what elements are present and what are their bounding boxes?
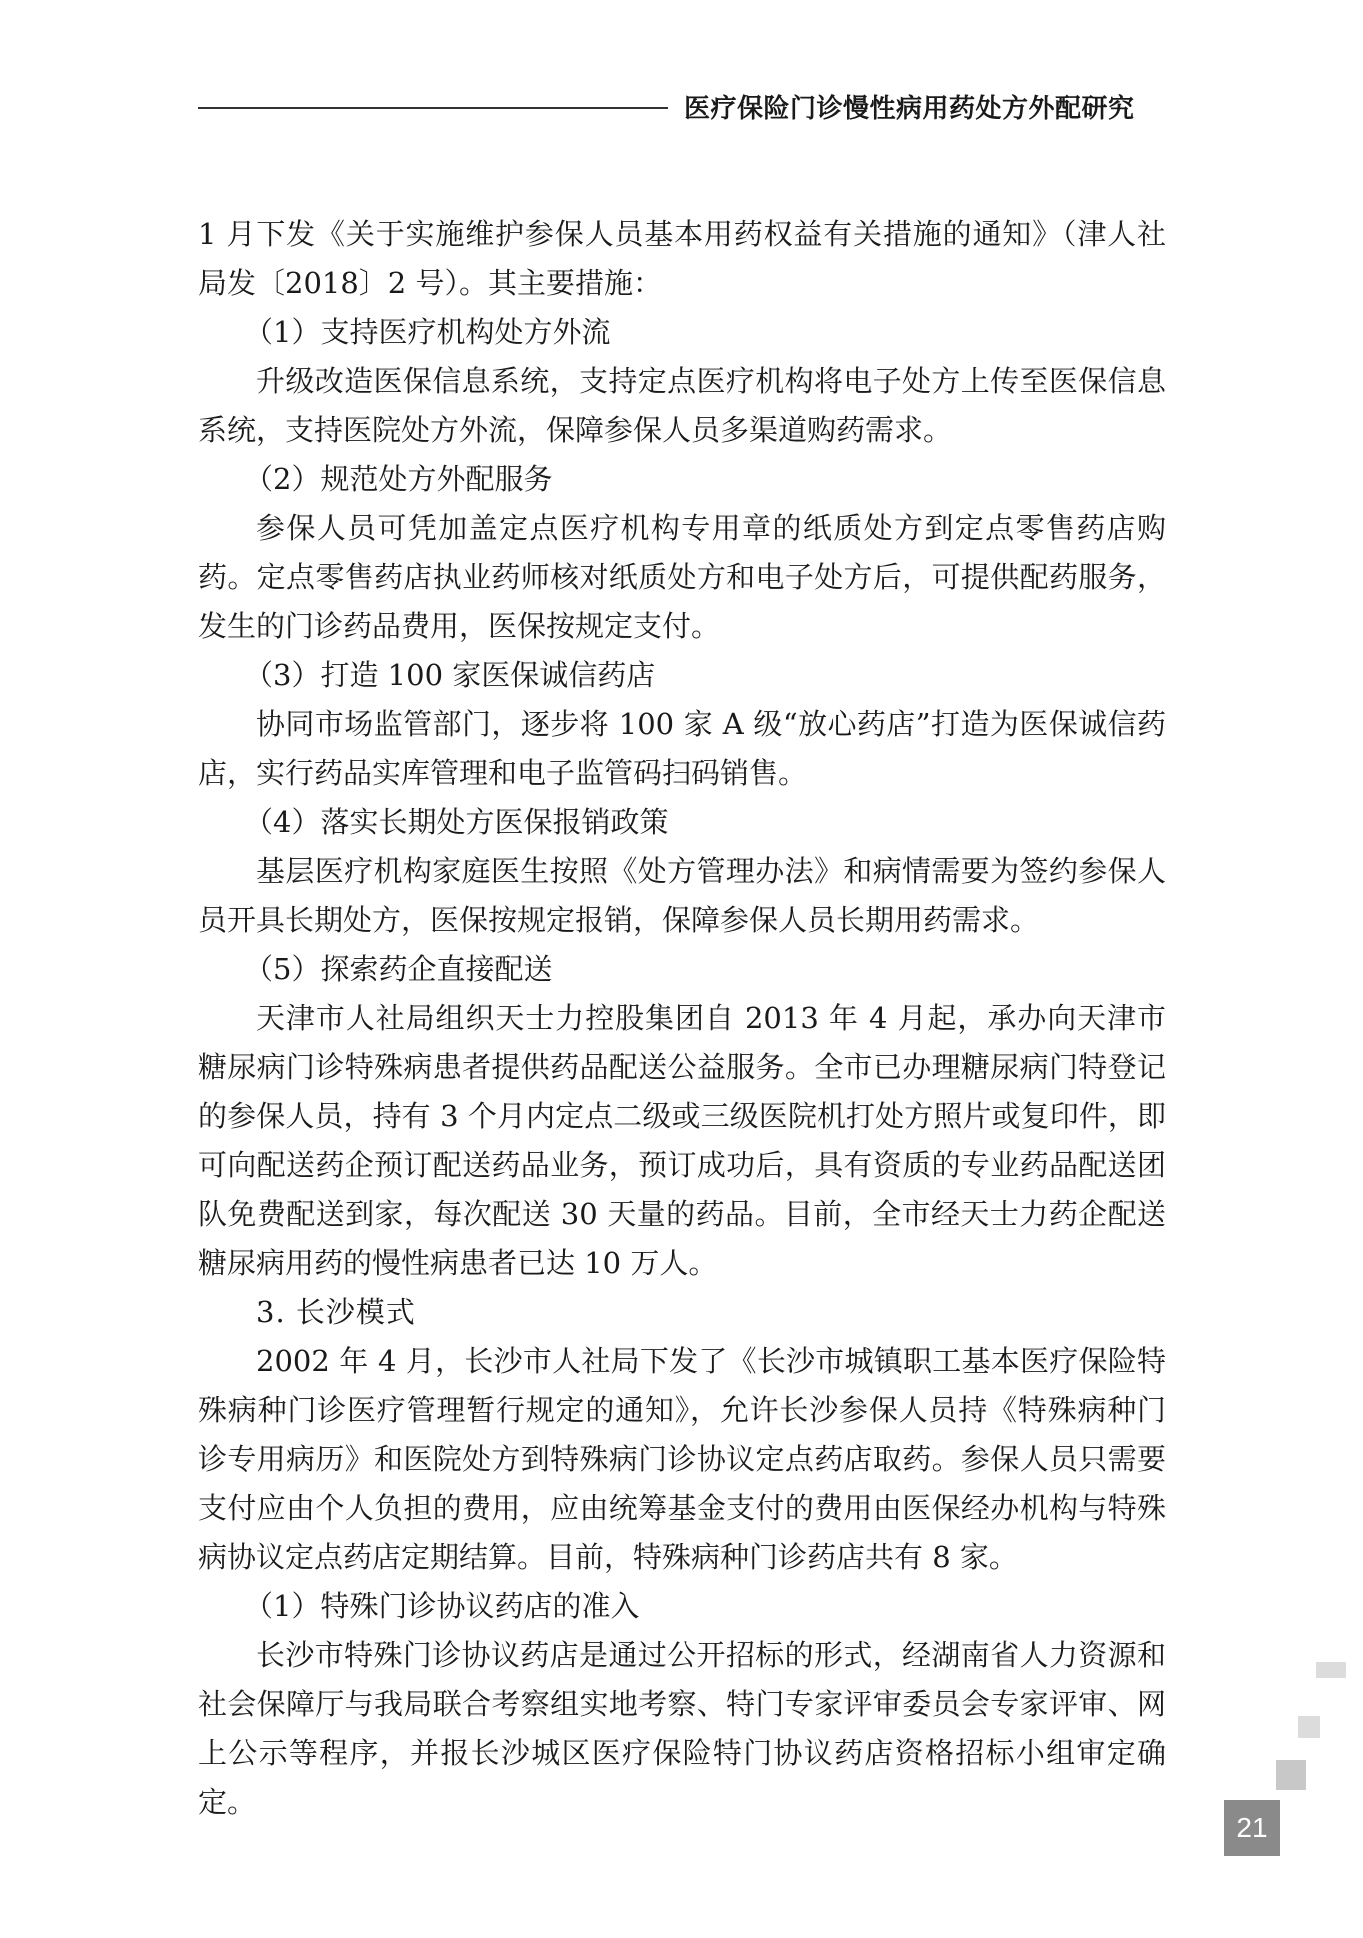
page-number: 21: [1224, 1800, 1280, 1856]
subheading-5: （5）探索药企直接配送: [244, 952, 553, 986]
subheading-3: （3）打造 100 家医保诚信药店: [244, 658, 656, 692]
decorative-square: [1276, 1760, 1306, 1790]
subheading-1: （1）支持医疗机构处方外流: [244, 315, 611, 349]
paragraph: 天津市人社局组织天士力控股集团自 2013 年 4 月起，承办向天津市糖尿病门诊特殊病患者提供药品配送公益服务。全市已办理糖尿病门特登记的参保人员，持有 3 个月内定点二级或三级医院机打处方照片或复印件，即可向配送药企预订配送药品业务，预订成功后，具有资质的专业药品配送团队免费配送到家，每次配送 30 天量的药品。目前，全市经天士力药企配送糖尿病用药的慢性病患者已达 10 万人。: [198, 1001, 1166, 1280]
paragraph: 协同市场监管部门，逐步将 100 家 A 级“放心药店”打造为医保诚信药店，实行药品实库管理和电子监管码扫码销售。: [198, 707, 1166, 790]
decorative-square: [1316, 1662, 1346, 1678]
paragraph: 参保人员可凭加盖定点医疗机构专用章的纸质处方到定点零售药店购药。定点零售药店执业药师核对纸质处方和电子处方后，可提供配药服务，发生的门诊药品费用，医保按规定支付。: [198, 511, 1166, 643]
decorative-square: [1298, 1716, 1320, 1738]
section-heading: 3. 长沙模式: [256, 1295, 416, 1329]
subheading-4: （4）落实长期处方医保报销政策: [244, 805, 669, 839]
subheading-2: （2）规范处方外配服务: [244, 462, 553, 496]
running-header-title: 医疗保险门诊慢性病用药处方外配研究: [684, 94, 1135, 124]
subheading-6: （1）特殊门诊协议药店的准入: [244, 1589, 640, 1623]
paragraph: 基层医疗机构家庭医生按照《处方管理办法》和病情需要为签约参保人员开具长期处方，医保按规定报销，保障参保人员长期用药需求。: [198, 854, 1166, 937]
header-rule: [198, 107, 668, 109]
paragraph: 长沙市特殊门诊协议药店是通过公开招标的形式，经湖南省人力资源和社会保障厅与我局联合考察组实地考察、特门专家评审委员会专家评审、网上公示等程序，并报长沙城区医疗保险特门协议药店资格招标小组审定确定。: [198, 1638, 1166, 1819]
paragraph-continuation: 1 月下发《关于实施维护参保人员基本用药权益有关措施的通知》（津人社局发〔2018〕2 号）。其主要措施：: [198, 217, 1166, 300]
paragraph: 升级改造医保信息系统，支持定点医疗机构将电子处方上传至医保信息系统，支持医院处方外流，保障参保人员多渠道购药需求。: [198, 364, 1166, 447]
body-text: [198, 210, 1166, 1827]
paragraph: 2002 年 4 月，长沙市人社局下发了《长沙市城镇职工基本医疗保险特殊病种门诊医疗管理暂行规定的通知》，允许长沙参保人员持《特殊病种门诊专用病历》和医院处方到特殊病门诊协议定点药店取药。参保人员只需要支付应由个人负担的费用，应由统筹基金支付的费用由医保经办机构与特殊病协议定点药店定期结算。目前，特殊病种门诊药店共有 8 家。: [198, 1344, 1166, 1574]
